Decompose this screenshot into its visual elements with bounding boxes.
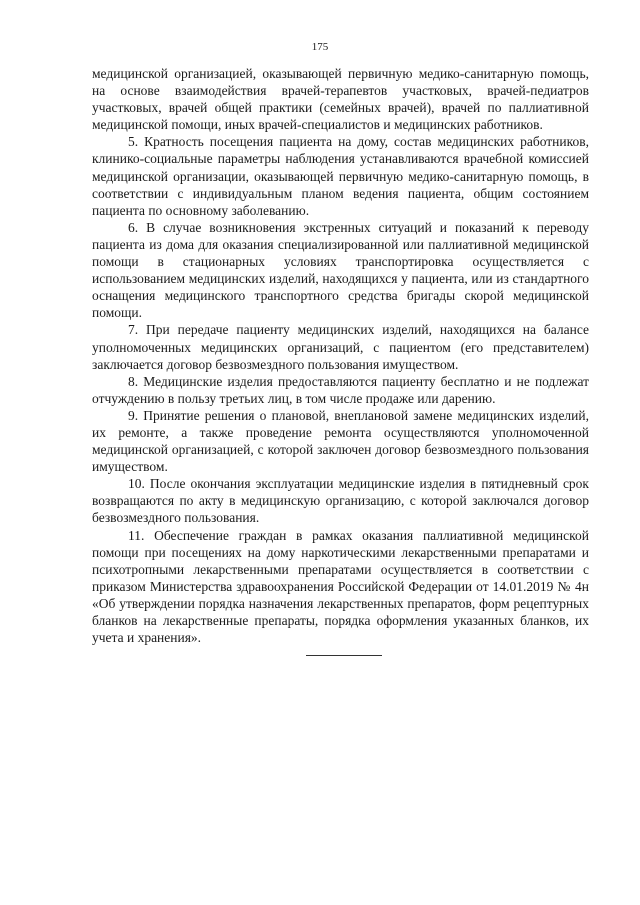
paragraph-item-8: 8. Медицинские изделия предоставляются пациенту бесплатно и не подлежат отчуждению в пользу третьих лиц, в том числе продаже или дарению.: [92, 373, 589, 406]
paragraph-item-11: 11. Обеспечение граждан в рамках оказания паллиативной медицинской помощи при посещениях на дому наркотическими лекарственными препаратами и психотропными лекарственными препаратами осуществляется в соответствии с приказом Министерства здравоохранения Российской Федерации от 14.01.2019 № 4н «Об утверждении порядка назначения лекарственных препаратов, форм рецептурных бланков на лекарственные препараты, порядка оформления указанных бланков, их учета и хранения».: [92, 527, 589, 646]
paragraph-item-6: 6. В случае возникновения экстренных ситуаций и показаний к переводу пациента из дома для оказания специализированной или паллиативной медицинской помощи в стационарных условиях транспортировка осуществляется с использованием медицинских изделий, находящихся у пациента, или из стандартного оснащения медицинского транспортного средства бригады скорой медицинской помощи.: [92, 219, 589, 321]
paragraph-item-9: 9. Принятие решения о плановой, внеплановой замене медицинских изделий, их ремонте, а также проведение ремонта осуществляются уполномоченной медицинской организацией, с которой заключен договор безвозмездного пользования имуществом.: [92, 407, 589, 475]
paragraph-item-7: 7. При передаче пациенту медицинских изделий, находящихся на балансе уполномоченных медицинских организаций, с пациентом (его представителем) заключается договор безвозмездного пользования имуществом.: [92, 322, 589, 372]
paragraph-item-5: 5. Кратность посещения пациента на дому, состав медицинских работников, клинико-социальные параметры наблюдения устанавливаются врачебной комиссией медицинской организации, оказывающей первичную медико-санитарную помощь, в соответствии с индивидуальным планом ведения пациента, общим состоянием пациента по основному заболеванию.: [92, 134, 589, 218]
page-number: 175: [311, 41, 329, 53]
paragraph-item-10: 10. После окончания эксплуатации медицинские изделия в пятидневный срок возвращаются по акту в медицинскую организацию, с которой заключался договор безвозмездного пользования.: [92, 476, 589, 526]
end-of-document-rule: [306, 655, 382, 656]
document-body: [92, 65, 589, 646]
paragraph-continuation: медицинской организацией, оказывающей первичную медико-санитарную помощь, на основе взаимодействия врачей-терапевтов участковых, врачей-педиатров участковых, врачей общей практики (семейных врачей), врачей по паллиативной медицинской помощи, иных врачей-специалистов и медицинских работников.: [92, 66, 589, 133]
